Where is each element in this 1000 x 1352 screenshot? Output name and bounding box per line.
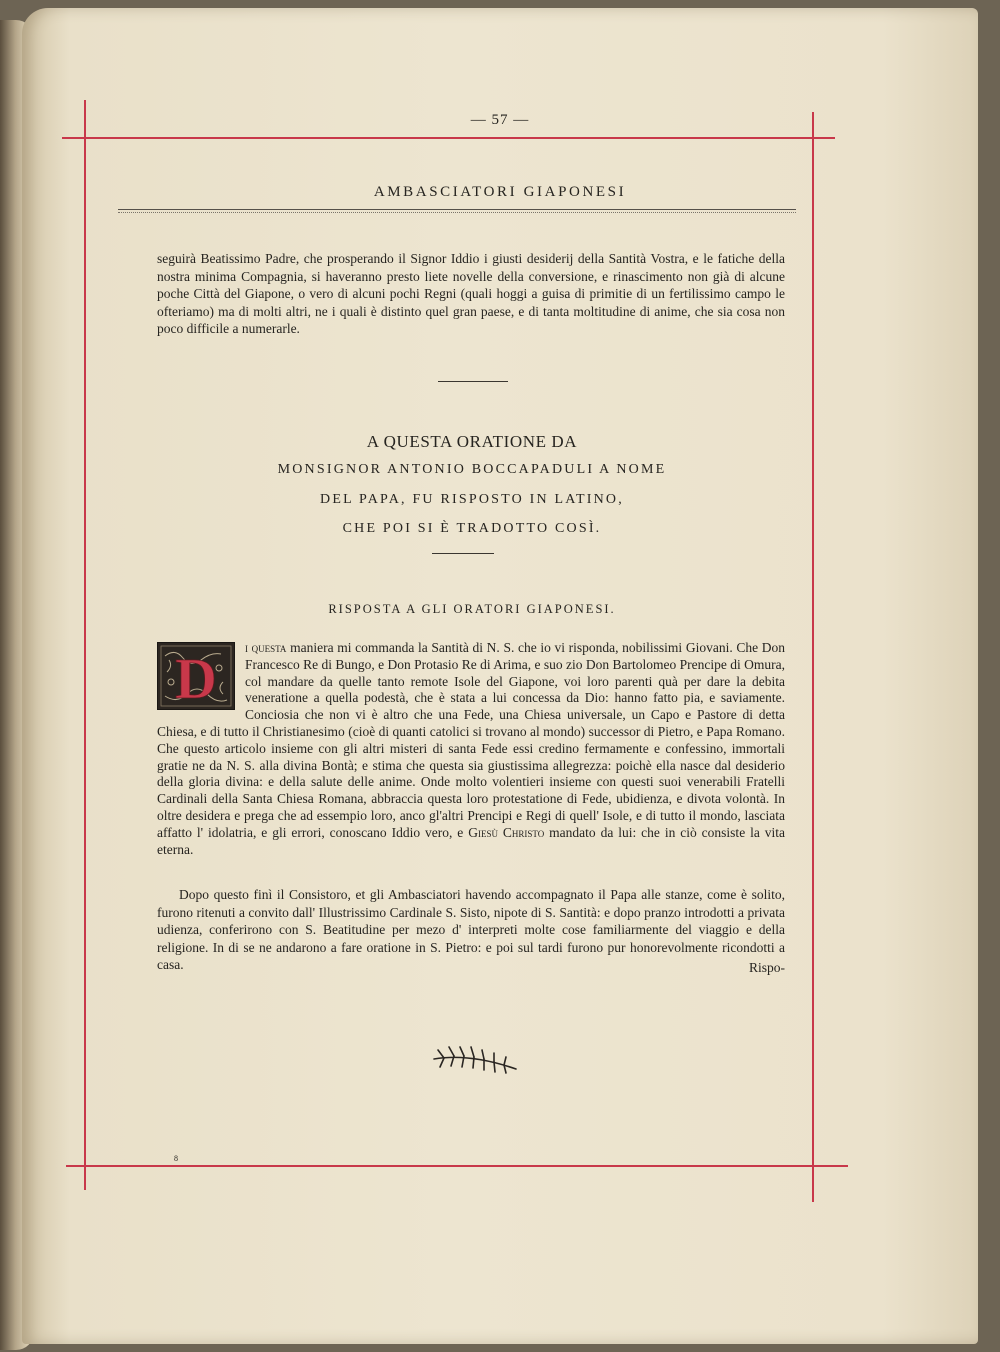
illuminated-drop-cap — [157, 642, 235, 710]
running-head: AMBASCIATORI GIAPONESI — [373, 184, 627, 200]
response-subheading: RISPOSTA A GLI ORATORI GIAPONESI. — [328, 602, 616, 616]
response-lead-in: i questa — [245, 640, 287, 655]
section-title-line-3: DEL PAPA, FU RISPOSTO IN LATINO, — [320, 492, 624, 507]
frame-rule-top — [62, 137, 835, 139]
closing-paragraph — [157, 886, 785, 974]
page-number: — 57 — — [470, 112, 530, 128]
running-head-rule — [118, 209, 796, 213]
catchword: Rispo- — [748, 960, 785, 975]
opening-paragraph — [157, 250, 785, 338]
book-page — [22, 8, 978, 1344]
drop-cap-letter: D — [175, 646, 217, 710]
section-title-line-2: MONSIGNOR ANTONIO BOCCAPADULI A NOME — [277, 462, 667, 477]
section-title-line-4: CHE POI SI È TRADOTTO COSÌ. — [342, 521, 602, 536]
opening-paragraph-text: seguirà Beatissimo Padre, che prosperando il Signor Iddio i giusti desiderij della Santità Vostra, e le fatiche della nostra minima Compagnia, si haveranno presto liete novelle della conversione, e rinascimento non già di alcune poche Città del Giapone, o vero di alcuni pochi Regni (quali hoggi a guisa di primitie di un fertilissimo campo le ofteriamo) ma di molti altri, ne i quali è distinto quel gran paese, e di tanta moltitudine di anime, che sia cosa non poco difficile a numerarle. — [157, 251, 785, 337]
response-text-2: mandato da lui: che in ciò consiste la vita eterna. — [157, 824, 786, 857]
frame-rule-bottom — [66, 1165, 848, 1167]
frame-rule-left — [84, 100, 86, 1190]
palm-frond-ornament-icon — [430, 1043, 520, 1079]
response-paragraph — [157, 640, 785, 858]
closing-paragraph-text: Dopo questo finì il Consistoro, et gli Ambasciatori havendo accompagnato il Papa alle stanze, come è solito, furono ritenuti a convito dall' Illustrissimo Cardinale S. Sisto, nipote di S. Santità: e dopo pranzo introdotti a privata udienza, conferirono con S. Beatitudine per mezo d' interpreti molte cose familiarmente del viaggio e della religione. In di se ne andarono a fare oratione in S. Pietro: e poi sul tardi furono pur honorevolmente ricondotti a casa. — [157, 887, 785, 973]
separator-rule-1 — [438, 381, 508, 382]
response-text-1: maniera mi commanda la Santità di N. S. che io vi risponda, nobilissimi Giovani. Che Don Francesco Re di Bungo, e Don Protasio Re di Arima, e suo zio Don Bartolomeo Prencipe di Omura, col mandare da quelle tanto remote Isole del Giapone, voi loro parenti quà per dare la debita veneratione a quella podestà, che è stata a lui concessa da Dio: hanno fatto pia, e saviamente. Conciosia che non vi è altro che una Fede, una Chiesa universale, un Capo e Pastore di detta Chiesa, e di tutto il Christianesimo (cioè di quanti catolici si trovano al mondo) successor di Pietro, e Papa Romano. Che questo articolo insieme con gli altri misteri di santa Fede essi credino fermamente e confessino, immortali gratie ne da N. S. alla divina Bontà; e stima che questa sia giustissima allegrezza: poichè ella nasce dal desiderio della gloria divina: e della salute delle anime. Onde molto volentieri insieme con questi suoi venerabili Fratelli Cardinali della Santa Chiesa Romana, abbraccia questa loro protestatione di Fede, ubidienza, e divota volontà. In oltre desidera e prega che ad essempio loro, anco gl'altri Prencipi e Regi di quell' Isole, e di tutto il mondo, lasciata affatto l' idolatria, e gli errori, conoscano Iddio vero, e — [157, 640, 785, 840]
section-title-line-1: A QUESTA ORATIONE DA — [366, 432, 578, 451]
response-name-giesu-christo: Giesù Christo — [468, 824, 545, 840]
frame-rule-right — [812, 112, 814, 1202]
signature-mark: 8 — [174, 1154, 178, 1163]
separator-rule-2 — [432, 553, 494, 554]
